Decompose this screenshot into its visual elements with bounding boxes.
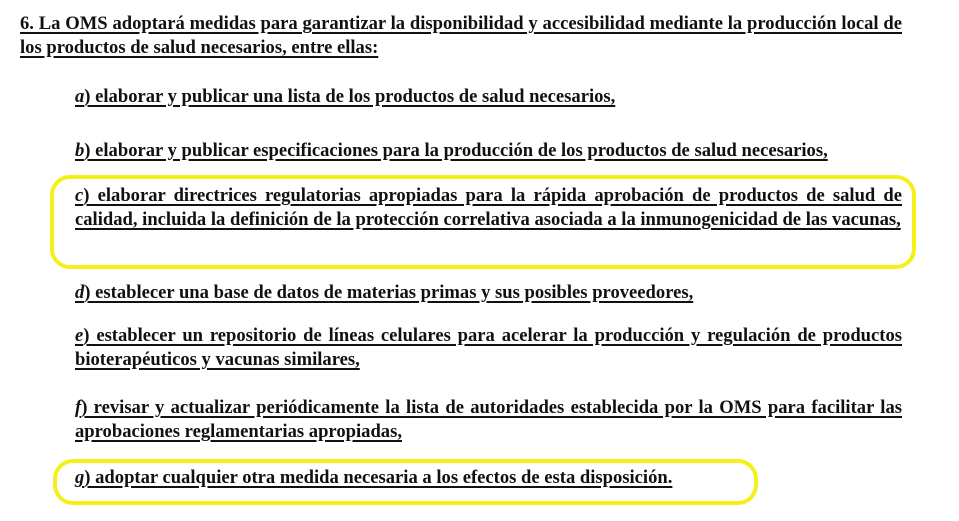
list-item-c	[75, 184, 902, 232]
item-text: ) revisar y actualizar periódicamente la lista de autoridades establecida por la OMS para facilitar las aprobaciones reglamentarias apropiadas,	[75, 397, 902, 442]
item-text: ) elaborar y publicar una lista de los productos de salud necesarios,	[84, 86, 616, 107]
item-letter: c	[75, 185, 84, 206]
list-item-e	[75, 324, 902, 372]
list-item-a	[75, 85, 902, 109]
item-letter: f	[75, 397, 82, 418]
item-letter: d	[75, 282, 85, 303]
item-letter: b	[75, 140, 85, 161]
item-letter: e	[75, 325, 84, 346]
item-text: ) adoptar cualquier otra medida necesaria a los efectos de esta disposición.	[84, 467, 673, 488]
item-letter: a	[75, 86, 85, 107]
paragraph-intro: 6. La OMS adoptará medidas para garantizar la disponibilidad y accesibilidad mediante la producción local de los productos de salud necesarios, entre ellas:	[20, 13, 902, 58]
item-text: ) elaborar y publicar especificaciones para la producción de los productos de salud necesarios,	[84, 140, 828, 161]
list-item-d	[75, 281, 902, 305]
list-item-f	[75, 396, 902, 444]
item-letter: g	[75, 467, 85, 488]
item-text: ) establecer un repositorio de líneas celulares para acelerar la producción y regulación de productos bioterapéuticos y vacunas similares,	[75, 325, 902, 370]
item-text: ) establecer una base de datos de materias primas y sus posibles proveedores,	[84, 282, 694, 303]
list-item-b	[75, 139, 902, 163]
item-text: ) elaborar directrices regulatorias apropiadas para la rápida aprobación de productos de salud de calidad, incluida la definición de la protección correlativa asociada a la inmunogenicidad de las vacunas,	[75, 185, 902, 230]
list-item-g	[75, 466, 902, 490]
